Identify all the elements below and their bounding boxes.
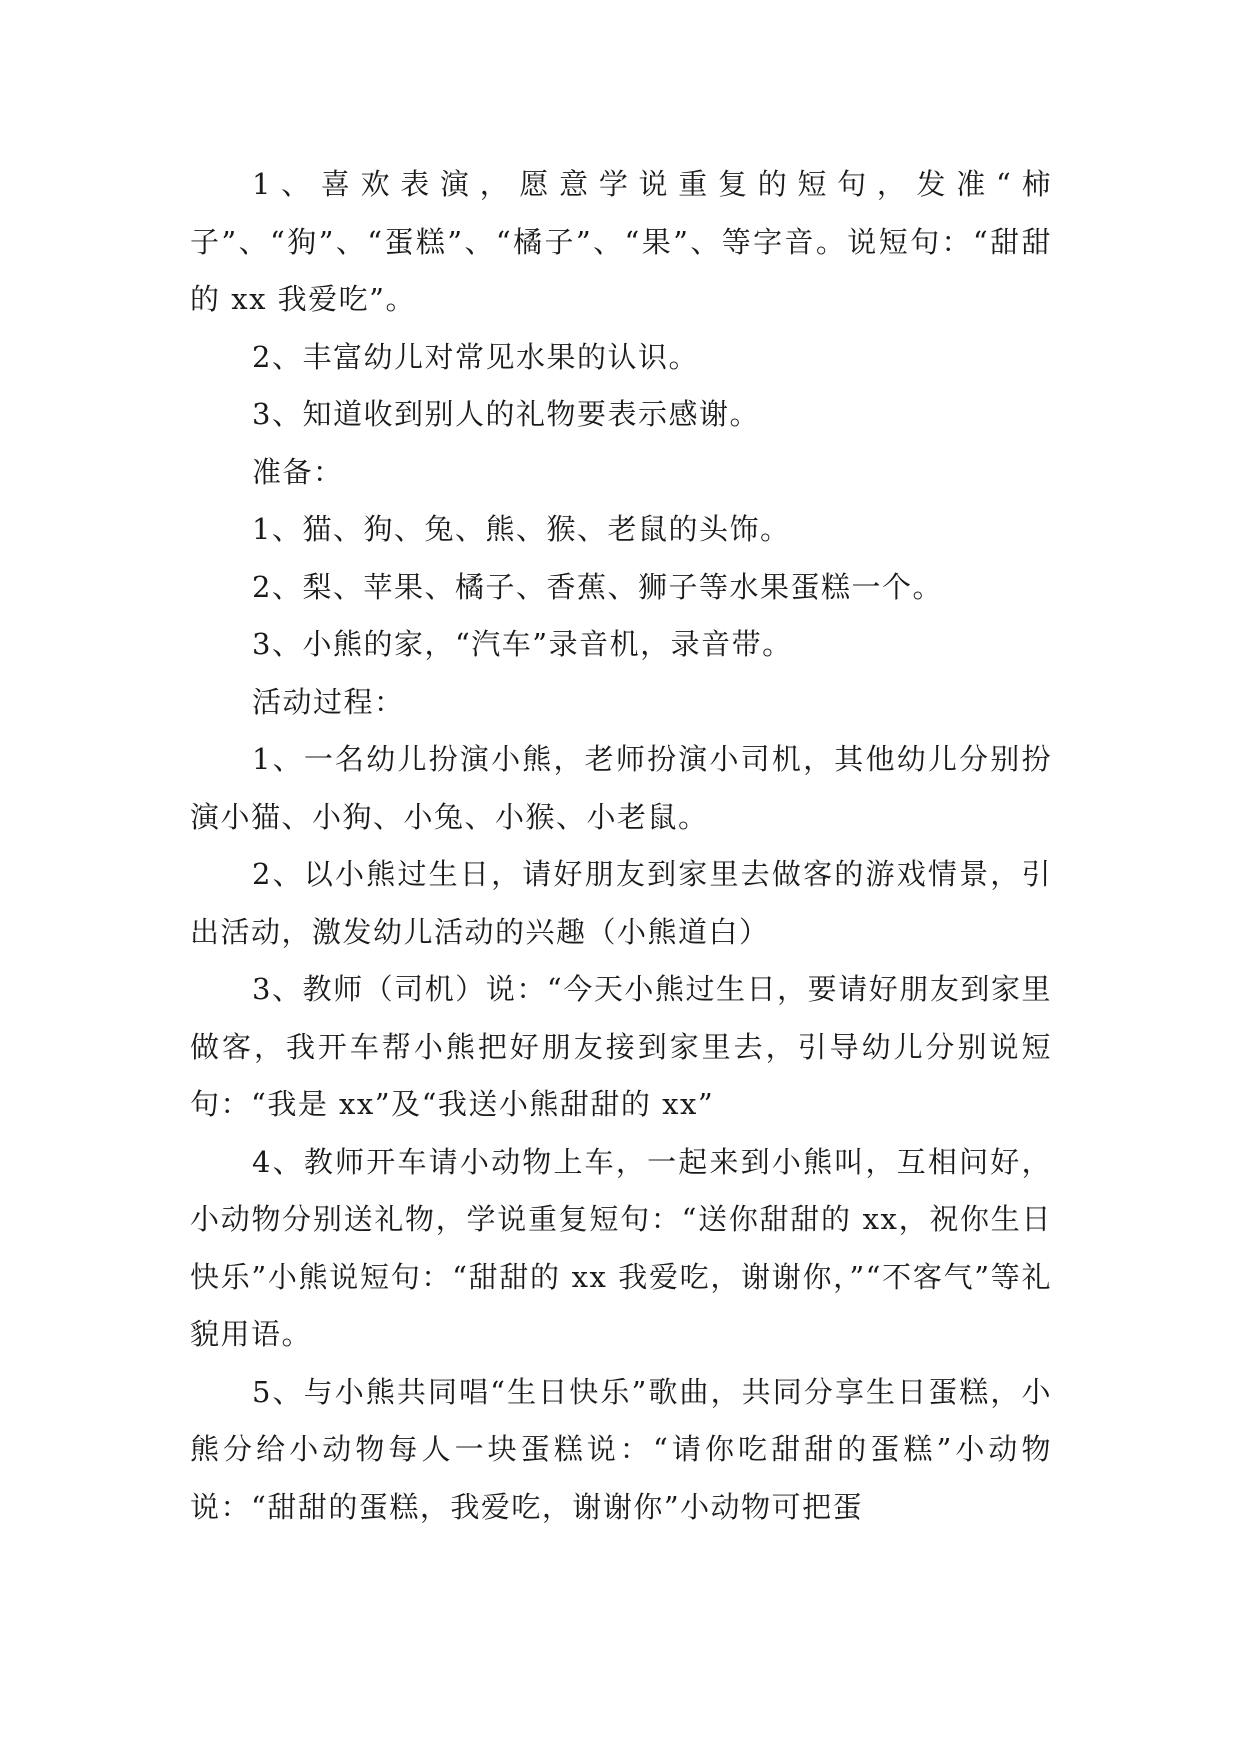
preparation-item-1: 1、猫、狗、兔、熊、猴、老鼠的头饰。 <box>252 512 791 546</box>
document-body <box>190 156 1052 1536</box>
goal-item-2: 2、丰富幼儿对常见水果的认识。 <box>252 339 699 374</box>
process-step-1: 1、一名幼儿扮演小熊，老师扮演小司机，其他幼儿分别扮演小猫、小狗、小兔、小猴、小老鼠。 <box>190 742 1052 834</box>
preparation-heading: 准备： <box>252 454 344 489</box>
process-heading: 活动过程： <box>252 684 405 719</box>
process-step-3: 3、教师（司机）说：“今天小熊过生日，要请好朋友到家里做客，我开车帮小熊把好朋友接到家里去，引导幼儿分别说短句：“我是 xx”及“我送小熊甜甜的 xx” <box>190 972 1052 1121</box>
goal-item-1: 1、喜欢表演，愿意学说重复的短句，发准“柿子”、“狗”、“蛋糕”、“橘子”、“果”、等字音。说短句：“甜甜的 xx 我爱吃”。 <box>190 167 1052 316</box>
goal-item-3: 3、知道收到别人的礼物要表示感谢。 <box>252 397 760 431</box>
process-step-4: 4、教师开车请小动物上车，一起来到小熊叫，互相问好，小动物分别送礼物，学说重复短句：“送你甜甜的 xx，祝你生日快乐”小熊说短句：“甜甜的 xx 我爱吃，谢谢你，”“不客气”等礼貌用语。 <box>190 1144 1052 1351</box>
preparation-item-3: 3、小熊的家，“汽车”录音机，录音带。 <box>252 627 793 661</box>
preparation-item-2: 2、梨、苹果、橘子、香蕉、狮子等水果蛋糕一个。 <box>252 569 943 604</box>
process-step-5: 5、与小熊共同唱“生日快乐”歌曲，共同分享生日蛋糕，小熊分给小动物每人一块蛋糕说：“请你吃甜甜的蛋糕”小动物说：“甜甜的蛋糕，我爱吃，谢谢你”小动物可把蛋 <box>190 1374 1052 1524</box>
process-step-2: 2、以小熊过生日，请好朋友到家里去做客的游戏情景，引出活动，激发幼儿活动的兴趣（小熊道白） <box>190 857 1052 949</box>
